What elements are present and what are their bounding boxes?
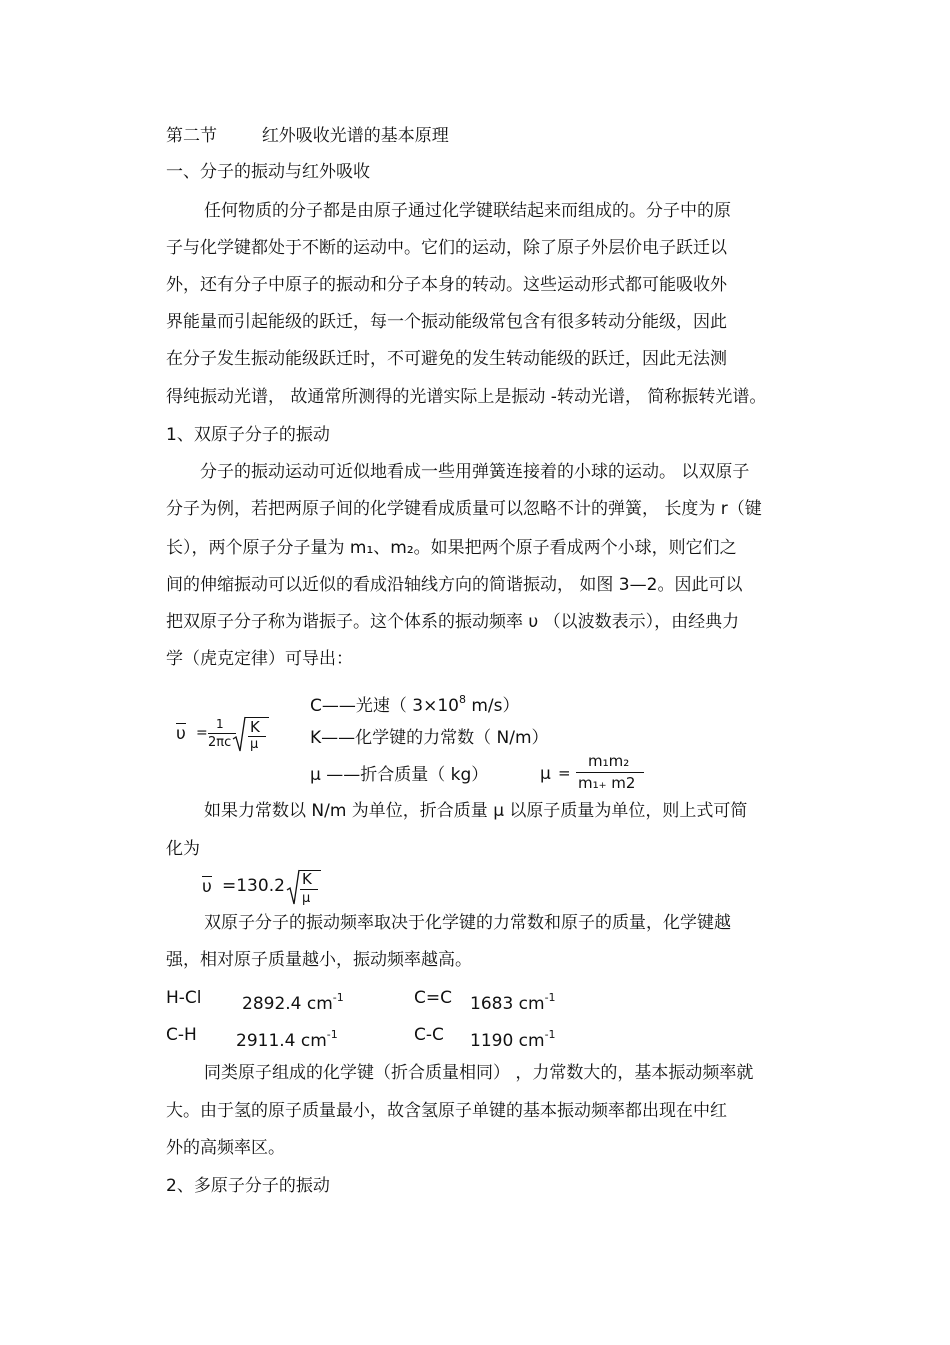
simplified-formula: [202, 866, 342, 912]
subheading-2: 1、双原子分子的振动: [166, 425, 330, 445]
para5-line: 同类原子组成的化学键（折合质量相同） ，力常数大的，基本振动频率就: [204, 1063, 754, 1083]
para2-line: 学（虎克定律）可导出：: [166, 649, 353, 669]
para4-line: 双原子分子的振动频率取决于化学键的力常数和原子的质量，化学键越: [204, 913, 731, 933]
def-c: C——光速（ $3\times 10^8$ m/s）: [310, 693, 520, 716]
bond-cc-double: C=C 1683 $cm^{-1}$: [414, 988, 556, 1014]
formula-eq: =: [196, 725, 208, 741]
section-title: 红外吸收光谱的基本原理: [261, 126, 449, 146]
bond-hcl: H-Cl 2892.4 $cm^{-1}$: [166, 988, 344, 1014]
para3-line: 化为: [166, 839, 200, 859]
section-number: 第二节: [166, 126, 217, 146]
para5-line: 外的高频率区。: [166, 1138, 285, 1158]
para1-line: 界能量而引起能级的跃迁，每一个振动能级常包含有很多转动分能级，因此: [166, 312, 727, 332]
mu-num: m₁m₂: [588, 752, 630, 770]
bond-cc-single: C-C 1190 $cm^{-1}$: [414, 1025, 556, 1051]
mu-eq: =: [558, 764, 571, 782]
para1-line: 在分子发生振动能级跃迁时，不可避免的发生转动能级的跃迁，因此无法测: [166, 349, 727, 369]
bond-ch: C-H 2911.4 $cm^{-1}$: [166, 1025, 338, 1051]
f2-lhs: υ: [202, 877, 212, 897]
rad-den: μ: [250, 737, 259, 752]
f2-rad-den: μ: [302, 891, 311, 906]
para1-line: 子与化学键都处于不断的运动中。它们的运动，除了原子外层价电子跃迁以: [166, 238, 727, 258]
frequency-formula: [170, 715, 290, 765]
f2-rhs: =130.2: [222, 876, 285, 896]
para2-line: 分子为例，若把两原子间的化学键看成质量可以忽略不计的弹簧， 长度为 r（键: [166, 499, 762, 519]
formula-den: 2πc: [208, 735, 232, 750]
para4-line: 强，相对原子质量越小，振动频率越高。: [166, 950, 472, 970]
sqrt-icon: [286, 868, 300, 908]
para2-line: 分子的振动运动可近似地看成一些用弹簧连接着的小球的运动。 以双原子: [200, 462, 750, 482]
def-mu: μ ——折合质量（ kg）: [310, 765, 489, 785]
formula-num: 1: [216, 717, 224, 731]
para3-line: 如果力常数以 N/m 为单位，折合质量 μ 以原子质量为单位，则上式可简: [204, 801, 748, 821]
def-k: K——化学键的力常数（ N/m）: [310, 728, 549, 748]
reduced-mass-formula: [538, 750, 658, 794]
f2-rad-fracline: [300, 889, 318, 890]
mu-den: m₁₊ m2: [578, 774, 636, 792]
mu-fracline: [576, 772, 644, 773]
bond-name: C-C: [414, 1025, 444, 1045]
subheading-1: 一、分子的振动与红外吸收: [166, 162, 370, 182]
para2-line: 长），两个原子分子量为 m₁、m₂。如果把两个原子看成两个小球，则它们之: [166, 538, 737, 558]
para2-line: 把双原子分子称为谐振子。这个体系的振动频率 υ （以波数表示），由经典力: [166, 612, 740, 632]
para1-line: 得纯振动光谱， 故通常所测得的光谱实际上是振动 -转动光谱， 简称振转光谱。: [166, 387, 767, 407]
sqrt-icon: [232, 715, 246, 755]
para2-line: 间的伸缩振动可以近似的看成沿轴线方向的简谐振动， 如图 3—2。因此可以: [166, 575, 743, 595]
rad-num: K: [250, 718, 260, 736]
bond-name: H-Cl: [166, 988, 202, 1008]
bond-name: C-H: [166, 1025, 197, 1045]
bond-name: C=C: [414, 988, 452, 1008]
mu-sym: μ: [540, 764, 551, 784]
para5-line: 大。由于氢的原子质量最小，故含氢原子单键的基本振动频率都出现在中红: [166, 1101, 727, 1121]
formula-lhs: υ: [176, 724, 186, 744]
f2-rad-num: K: [302, 870, 312, 888]
para1-line: 任何物质的分子都是由原子通过化学键联结起来而组成的。分子中的原: [204, 201, 731, 221]
section-heading: [166, 124, 449, 148]
para1-line: 外，还有分子中原子的振动和分子本身的转动。这些运动形式都可能吸收外: [166, 275, 727, 295]
subheading-3: 2、多原子分子的振动: [166, 1176, 330, 1196]
